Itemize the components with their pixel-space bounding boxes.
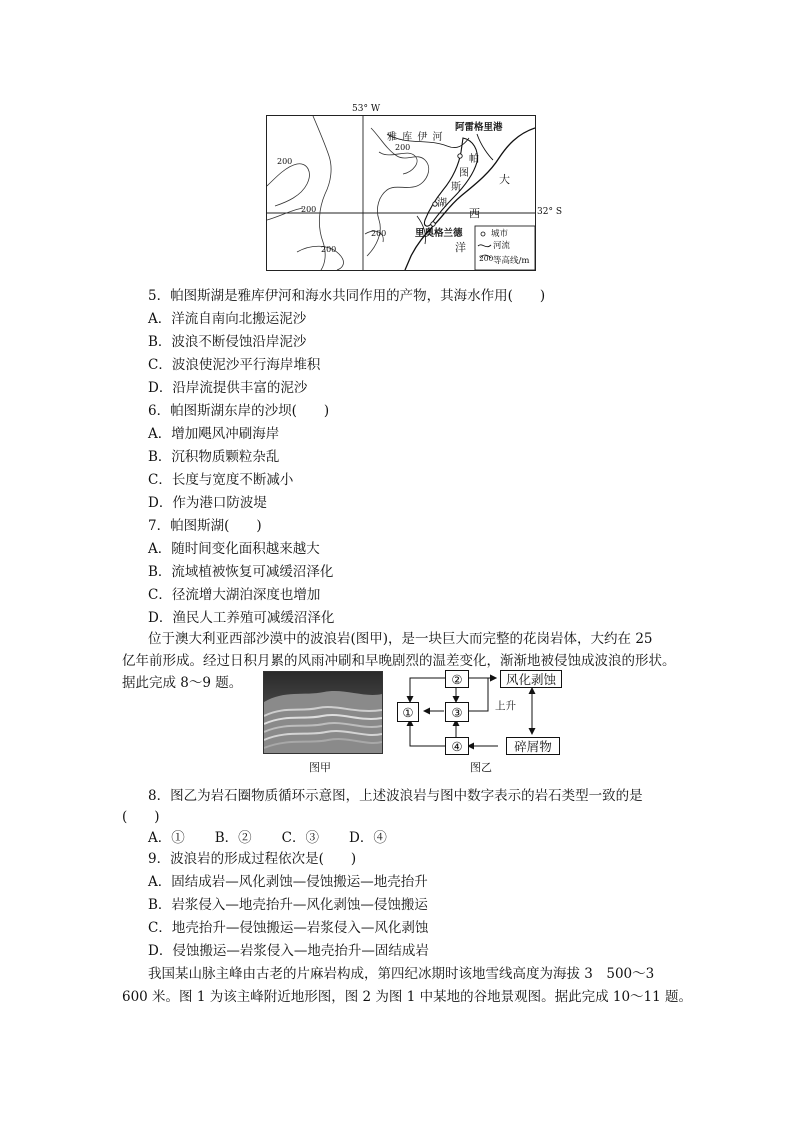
longitude-label: 53° W xyxy=(352,104,381,114)
rock-node-2: ② xyxy=(445,670,469,688)
q8-option-a[interactable]: A．① xyxy=(148,830,185,846)
ocean-char-1: 大 xyxy=(499,173,510,186)
q8-option-c[interactable]: C．③ xyxy=(281,830,320,846)
lake-char-4: 湖 xyxy=(437,198,447,209)
contour-label: 200 xyxy=(371,229,387,238)
q7-option-b[interactable]: B．流域植被恢复可减缓沼泽化 xyxy=(148,564,334,580)
lake-char-1: 帕 xyxy=(469,154,479,165)
contour-label: 200 xyxy=(277,157,293,166)
intro-8-9-line2: 亿年前形成。经过日积月累的风雨冲刷和早晚剧烈的温差变化，渐渐地被侵蚀成波浪的形状。 xyxy=(122,653,676,669)
q6-option-b[interactable]: B．沉积物质颗粒杂乱 xyxy=(148,449,280,465)
city-rio-grande: 里奥格兰德 xyxy=(415,228,463,239)
caption-figure-b: 图乙 xyxy=(470,761,492,774)
city-porto-alegre: 阿雷格里港 xyxy=(455,122,503,133)
intro-8-9-line1: 位于澳大利亚西部沙漠中的波浪岩(图甲)，是一块巨大而完整的花岗岩体，大约在 25 xyxy=(148,631,653,647)
q7-option-d[interactable]: D．渔民人工养殖可减缓沼泽化 xyxy=(148,610,335,626)
q5-option-c[interactable]: C．波浪使泥沙平行海岸堆积 xyxy=(148,357,321,373)
q9-stem: 9．波浪岩的形成过程依次是( ) xyxy=(148,851,357,867)
q8-stem-line1: 8．图乙为岩石圈物质循环示意图，上述波浪岩与图中数字表示的岩石类型一致的是 xyxy=(148,788,643,804)
river-label: 雅 库 伊 河 xyxy=(387,132,444,143)
rock-node-4: ④ xyxy=(445,737,469,755)
intro-10-11-line1: 我国某山脉主峰由古老的片麻岩构成，第四纪冰期时该地雪线高度为海拔 3 500～3 xyxy=(148,966,655,982)
q9-option-d[interactable]: D．侵蚀搬运—岩浆侵入—地壳抬升—固结成岩 xyxy=(148,943,429,959)
q5-option-a[interactable]: A．洋流自南向北搬运泥沙 xyxy=(148,311,307,327)
legend-contour-value: 200 xyxy=(479,254,494,263)
q9-option-c[interactable]: C．地壳抬升—侵蚀搬运—岩浆侵入—风化剥蚀 xyxy=(148,920,429,936)
wave-rock-image xyxy=(264,672,382,753)
q7-option-a[interactable]: A．随时间变化面积越来越大 xyxy=(148,541,320,557)
legend-contour: 等高线/m xyxy=(493,256,530,266)
q8-option-d[interactable]: D．④ xyxy=(349,830,387,846)
q7-option-c[interactable]: C．径流增大湖泊深度也增加 xyxy=(148,587,321,603)
intro-8-9-line3: 据此完成 8～9 题。 xyxy=(122,675,243,691)
ocean-char-3: 洋 xyxy=(455,241,466,254)
q5-option-b[interactable]: B．波浪不断侵蚀沿岸泥沙 xyxy=(148,334,307,350)
q8-stem-line2: ( ) xyxy=(122,809,160,825)
q5-stem: 5．帕图斯湖是雅库伊河和海水共同作用的产物，其海水作用( ) xyxy=(148,288,546,304)
weathering-box: 风化剥蚀 xyxy=(500,670,562,688)
q6-option-d[interactable]: D．作为港口防波堤 xyxy=(148,495,267,511)
lake-char-2: 图 xyxy=(459,168,469,179)
latitude-label: 32° S xyxy=(537,207,562,217)
q8-option-b[interactable]: B．② xyxy=(214,830,252,846)
sediment-box: 碎屑物 xyxy=(506,737,560,755)
legend-river: 河流 xyxy=(493,241,511,251)
q7-stem: 7．帕图斯湖( ) xyxy=(148,518,262,534)
q9-option-b[interactable]: B．岩浆侵入—地壳抬升—风化剥蚀—侵蚀搬运 xyxy=(148,897,428,913)
wave-rock-photo xyxy=(263,671,383,754)
ocean-char-2: 西 xyxy=(469,207,480,220)
lake-char-3: 斯 xyxy=(451,182,461,193)
q6-option-c[interactable]: C．长度与宽度不断减小 xyxy=(148,472,294,488)
intro-10-11-line2: 600 米。图 1 为该主峰附近地形图，图 2 为图 1 中某地的谷地景观图。据此完成 10～11 题。 xyxy=(122,989,693,1005)
rock-node-3: ③ xyxy=(445,702,469,722)
q6-stem: 6．帕图斯湖东岸的沙坝( ) xyxy=(148,403,330,419)
q9-option-a[interactable]: A．固结成岩—风化剥蚀—侵蚀搬运—地壳抬升 xyxy=(148,874,428,890)
q6-option-a[interactable]: A．增加飓风冲刷海岸 xyxy=(148,426,280,442)
contour-label: 200 xyxy=(301,205,317,214)
contour-label: 200 xyxy=(321,245,337,254)
caption-figure-a: 图甲 xyxy=(309,761,331,774)
legend-city: 城市 xyxy=(491,229,509,239)
patos-lagoon-map xyxy=(266,115,536,271)
rock-node-1: ① xyxy=(397,702,419,722)
q8-options xyxy=(148,829,417,847)
contour-label: 200 xyxy=(395,143,411,152)
uplift-label: 上升 xyxy=(495,700,516,712)
q5-option-d[interactable]: D．沿岸流提供丰富的泥沙 xyxy=(148,380,308,396)
